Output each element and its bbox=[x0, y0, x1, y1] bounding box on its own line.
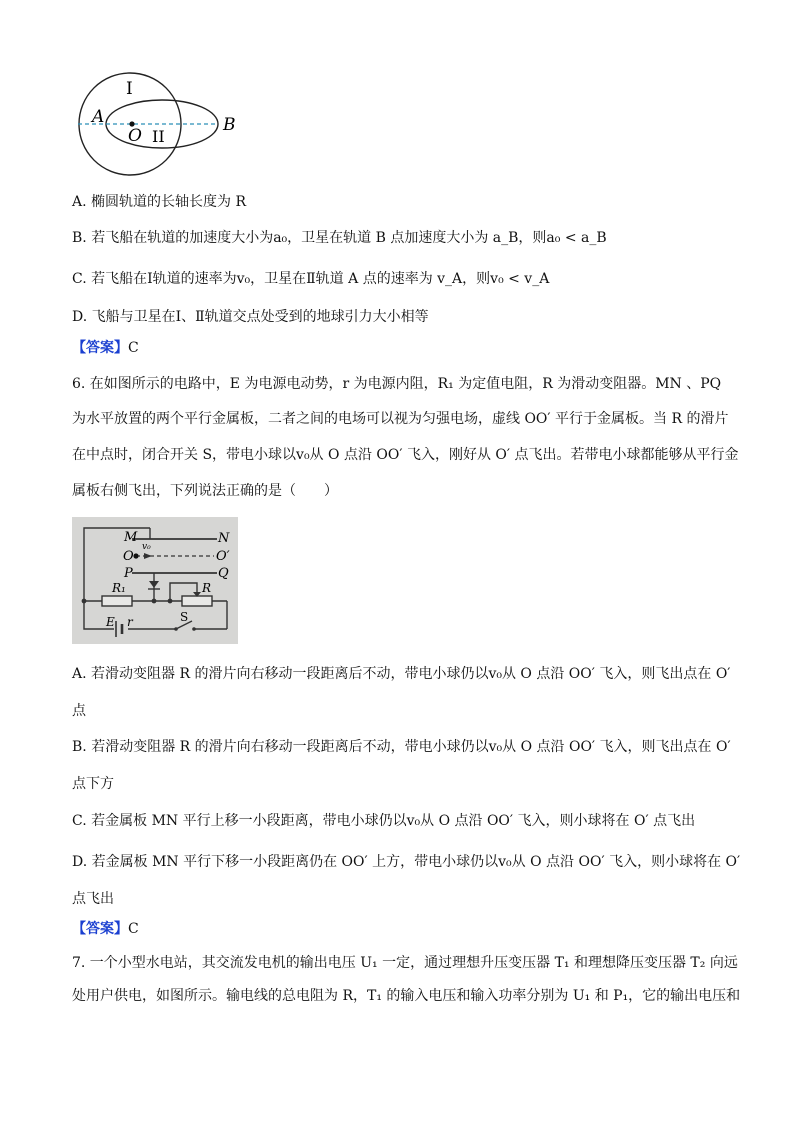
q6-answer-label: 【答案】 bbox=[72, 921, 128, 937]
circuit-label-r: r bbox=[127, 615, 133, 629]
q6-stem-line-3: 在中点时，闭合开关 S，带电小球以v₀从 O 点沿 OO′ 飞入，刚好从 O′ 点飞出。若带电小球都能够从平行金 bbox=[72, 447, 739, 463]
q7-stem-line-2: 处用户供电，如图所示。输电线的总电阻为 R，T₁ 的输入电压和输入功率分别为 U₁ 和 P₁，它的输出电压和 bbox=[72, 988, 741, 1004]
circuit-label-R1: R₁ bbox=[112, 581, 126, 595]
q5-option-b: B. 若飞船在轨道的加速度大小为a₀，卫星在轨道 B 点加速度大小为 a_B，则a₀ < a_B bbox=[72, 230, 607, 246]
q6-stem-line-2: 为水平放置的两个平行金属板，二者之间的电场可以视为匀强电场，虚线 OO′ 平行于金属板。当 R 的滑片 bbox=[72, 411, 729, 427]
q6-stem-line-4: 属板右侧飞出，下列说法正确的是（ ） bbox=[72, 483, 338, 499]
q6-answer bbox=[72, 919, 139, 939]
orbit-figure bbox=[70, 70, 250, 182]
q5-answer-label: 【答案】 bbox=[72, 340, 128, 356]
orbit-label-A: A bbox=[92, 107, 105, 127]
q5-answer bbox=[72, 338, 139, 358]
circuit-label-O: O bbox=[123, 549, 134, 564]
q6-option-c: C. 若金属板 MN 平行上移一小段距离，带电小球仍以v₀从 O 点沿 OO′ 飞入，则小球将在 O′ 点飞出 bbox=[72, 813, 696, 829]
orbit-label-II: II bbox=[152, 127, 165, 146]
orbit-label-I: I bbox=[126, 79, 133, 99]
circuit-label-Q: Q bbox=[218, 566, 229, 581]
circuit-label-N: N bbox=[218, 531, 230, 546]
circuit-label-S: S bbox=[180, 610, 189, 624]
q6-option-d-line-2: 点飞出 bbox=[72, 891, 114, 907]
q6-option-a-line-2: 点 bbox=[72, 703, 86, 719]
circuit-rheostat-R bbox=[182, 596, 212, 606]
q7-stem-line-1: 7. 一个小型水电站，其交流发电机的输出电压 U₁ 一定，通过理想升压变压器 T₁ 和理想降压变压器 T₂ 向远 bbox=[72, 955, 738, 971]
q5-answer-value: C bbox=[128, 340, 139, 356]
q6-option-b-line-1: B. 若滑动变阻器 R 的滑片向右移动一段距离后不动，带电小球仍以v₀从 O 点沿 OO′ 飞入，则飞出点在 O′ bbox=[72, 739, 731, 755]
circuit-resistor-R1 bbox=[102, 596, 132, 606]
circuit-label-P: P bbox=[124, 566, 133, 581]
q5-option-a: A. 椭圆轨道的长轴长度为 R bbox=[72, 194, 247, 210]
circuit-label-v0: v₀ bbox=[142, 542, 151, 552]
circuit-figure bbox=[72, 517, 238, 644]
orbit-label-B: B bbox=[223, 115, 236, 135]
q6-option-d-line-1: D. 若金属板 MN 平行下移一小段距离仍在 OO′ 上方，带电小球仍以v₀从 O 点沿 OO′ 飞入，则小球将在 O′ bbox=[72, 854, 741, 870]
q5-option-d: D. 飞船与卫星在Ⅰ、Ⅱ轨道交点处受到的地球引力大小相等 bbox=[72, 309, 429, 325]
q6-option-a-line-1: A. 若滑动变阻器 R 的滑片向右移动一段距离后不动，带电小球仍以v₀从 O 点沿 OO′ 飞入，则飞出点在 O′ bbox=[72, 666, 731, 682]
circuit-label-R: R bbox=[202, 581, 212, 595]
q6-stem-line-1: 6. 在如图所示的电路中，E 为电源电动势，r 为电源内阻，R₁ 为定值电阻，R 为滑动变阻器。MN 、PQ bbox=[72, 376, 722, 392]
q6-answer-value: C bbox=[128, 921, 139, 937]
circuit-ball bbox=[133, 553, 138, 558]
circuit-label-O-prime: O′ bbox=[216, 549, 230, 564]
orbit-label-O: O bbox=[128, 126, 142, 146]
circuit-label-E: E bbox=[106, 615, 115, 629]
circuit-label-M: M bbox=[124, 530, 138, 545]
q6-option-b-line-2: 点下方 bbox=[72, 776, 114, 792]
q5-option-c: C. 若飞船在Ⅰ轨道的速率为v₀，卫星在Ⅱ轨道 A 点的速率为 v_A，则v₀ < v_A bbox=[72, 271, 550, 287]
